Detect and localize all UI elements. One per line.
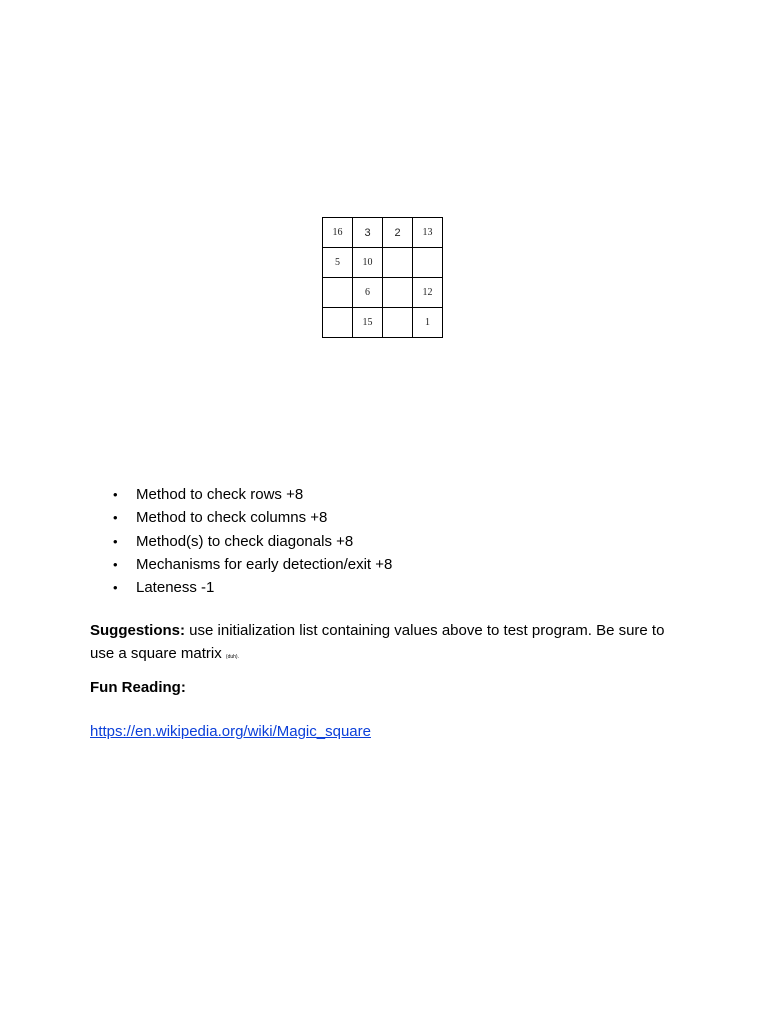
suggestions-label: Suggestions:: [90, 622, 186, 639]
list-item: [90, 530, 392, 553]
grid-cell: 10: [353, 248, 383, 278]
grid-cell: 5: [323, 248, 353, 278]
rubric-item-label: Method(s) to check diagonals +8: [136, 532, 354, 550]
suggestions-aside: (duh).: [225, 654, 239, 660]
grid-cell: 2: [383, 218, 413, 248]
list-item: [90, 553, 392, 576]
bullet-icon: •: [113, 556, 118, 572]
rubric-item-label: Mechanisms for early detection/exit +8: [136, 555, 393, 573]
grid-cell: 13: [413, 218, 443, 248]
bullet-icon: •: [113, 487, 118, 502]
magic-square-grid: [322, 217, 443, 338]
rubric-item-label: Method to check rows +8: [136, 486, 304, 503]
grid-cell: 1: [413, 308, 443, 338]
wikipedia-magic-square-link[interactable]: https://en.wikipedia.org/wiki/Magic_square: [90, 723, 371, 740]
bullet-icon: •: [113, 533, 118, 549]
grid-cell: [323, 308, 353, 338]
grid-row: [323, 248, 443, 278]
list-item: [90, 576, 392, 599]
rubric-item-label: Method to check columns +8: [136, 509, 328, 527]
grid-row: [323, 218, 443, 248]
bullet-icon: •: [113, 580, 118, 596]
bullet-icon: •: [113, 510, 118, 526]
grid-cell: [323, 278, 353, 308]
suggestions-paragraph: [90, 619, 670, 669]
fun-reading-heading: Fun Reading:: [90, 679, 186, 696]
suggestions-text: use initialization list containing values above to test program. Be sure to use a square matrix: [90, 622, 665, 662]
grid-row: [323, 308, 443, 338]
grid-cell: [413, 248, 443, 278]
grid-cell: 12: [413, 278, 443, 308]
grid-cell: 3: [353, 218, 383, 248]
grid-cell: [383, 248, 413, 278]
grid-cell: 15: [353, 308, 383, 338]
rubric-list: [90, 483, 392, 599]
list-item: [90, 483, 392, 506]
rubric-item-label: Lateness -1: [136, 579, 215, 597]
grid-row: [323, 278, 443, 308]
grid-cell: 16: [323, 218, 353, 248]
grid-cell: 6: [353, 278, 383, 308]
grid-cell: [383, 308, 413, 338]
list-item: [90, 506, 392, 529]
link-paragraph: [90, 720, 670, 743]
grid-cell: [383, 278, 413, 308]
